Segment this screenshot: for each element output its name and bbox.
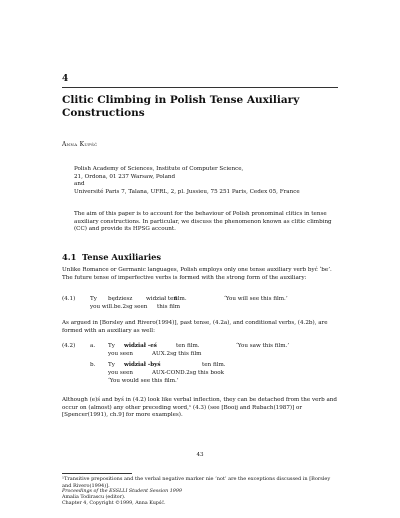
- example-word: Ty: [108, 362, 115, 368]
- example-word: widział ten: [146, 296, 177, 302]
- chapter-number: 4: [62, 74, 69, 84]
- footnote: ¹Transitive prepositions and the verbal negative marker nie ‘not’ are the exceptions discussed in [Borsley and Rivero(1994)].: [62, 476, 331, 489]
- example-gloss: you will.be.2sg seen: [90, 304, 148, 310]
- example-gloss: this film: [157, 304, 181, 310]
- footer-line: Chapter 4, Copyright ©1999, Anna Kupść.: [62, 501, 166, 507]
- affiliation-line: Polish Academy of Sciences, Institute of Computer Science,: [74, 166, 244, 172]
- example-word: ten film.: [202, 362, 226, 368]
- example-word: Ty: [90, 296, 97, 302]
- example-label: (4.1): [62, 296, 76, 302]
- affiliation-line: 21, Ordona, 01 237 Warsaw, Poland: [74, 173, 176, 180]
- example-word: ten film.: [176, 343, 200, 349]
- footnote-rule: [62, 473, 132, 474]
- example-gloss: you seen: [108, 370, 134, 376]
- example-gloss: AUX-COND.2sg this book: [152, 370, 225, 376]
- paper-title: Clitic Climbing in Polish Tense Auxiliary Constructions: [62, 94, 300, 119]
- example-gloss: you seen: [108, 351, 134, 357]
- author-name: Anna Kupść: [62, 141, 98, 148]
- example-4-2: [62, 343, 338, 387]
- example-word: będziesz: [108, 296, 133, 302]
- footer-line: Proceedings of the ESSLLI Student Session 1999: [62, 489, 182, 494]
- example-sublabel: b.: [90, 362, 96, 368]
- example-label: (4.2): [62, 343, 76, 349]
- abstract: The aim of this paper is to account for the behaviour of Polish pronominal clitics in tense auxiliary constructions. In particular, we discuss the phenomenon known as clitic climbing (CC) and provide its HPSG account.: [74, 211, 332, 233]
- chapter-rule: [62, 87, 338, 88]
- example-translation: ‘You saw this film.’: [236, 343, 290, 349]
- section-heading: [62, 252, 161, 262]
- example-translation: ‘You would see this film.’: [108, 378, 179, 384]
- example-4-1: [62, 296, 338, 312]
- affiliation-line: Université Paris 7, Talana, UFRL, 2, pl. Jussieu, 75 251 Paris, Cedex 05, France: [74, 188, 300, 195]
- footer-line: Amalia Todirascu (editor).: [62, 495, 126, 501]
- body-paragraph-3: Although (e)ś and byś in (4.2) look like verbal inflection, they can be detached from the verb and occur on (almost) any other preceding word,¹ (4.3) (see [Booij and Rubach(1987)] or [Spencer(1991), ch.9] for more examples).: [62, 397, 337, 419]
- example-word-bold: widział -byś: [124, 362, 161, 368]
- section-number: 4.1: [62, 252, 77, 262]
- proceedings-footer: [62, 489, 338, 508]
- affiliation-line: and: [74, 181, 85, 188]
- example-word: Ty: [108, 343, 115, 349]
- example-sublabel: a.: [90, 343, 96, 349]
- body-paragraph-2: As argued in [Borsley and Rivero(1994)], past tense, (4.2a), and conditional verbs, (4.2b), are formed with an auxiliary as well:: [62, 320, 328, 334]
- page-number: 43: [196, 452, 204, 458]
- affiliation-block: [74, 166, 344, 196]
- body-paragraph-1: Unlike Romance or Germanic languages, Polish employs only one tense auxiliary verb być ‘be’. The future tense of imperfective verbs is formed with the strong form of the auxiliary:: [62, 267, 332, 281]
- section-title: Tense Auxiliaries: [82, 252, 162, 262]
- example-translation: ‘You will see this film.’: [224, 296, 288, 302]
- example-word-bold: widział -eś: [124, 343, 157, 349]
- example-gloss: AUX.2sg this film: [152, 351, 202, 357]
- example-word: film.: [174, 296, 187, 302]
